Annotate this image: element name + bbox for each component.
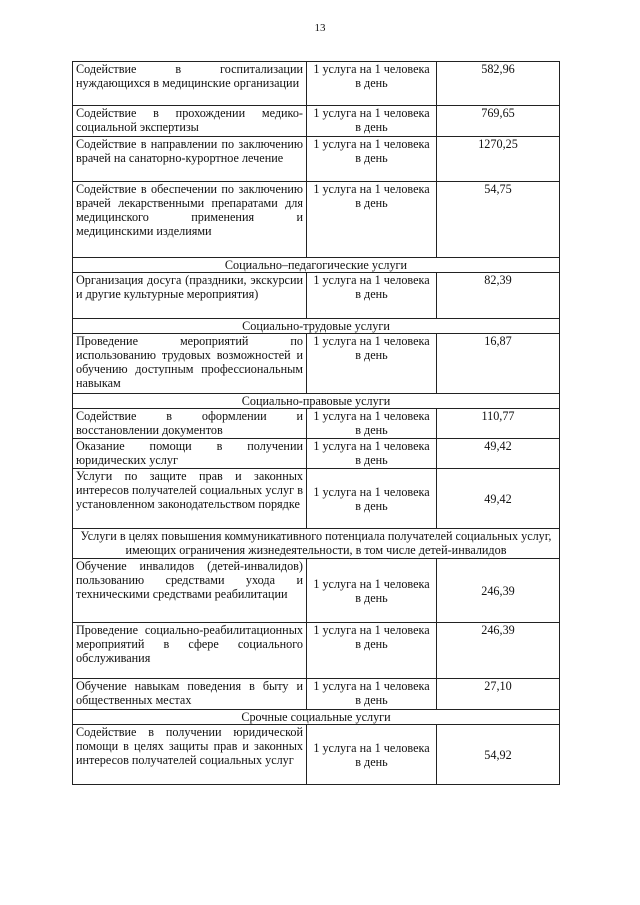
service-unit: 1 услуга на 1 человека в день (307, 62, 437, 106)
service-price: 54,75 (437, 182, 560, 258)
service-price: 246,39 (437, 623, 560, 679)
service-name: Содействие в обеспечении по заключению врачей лекарственными препаратами для медицинского применения и медицинскими изделиями (73, 182, 307, 258)
service-price: 110,77 (437, 409, 560, 439)
service-price: 769,65 (437, 106, 560, 137)
table-row (73, 409, 560, 439)
service-unit: 1 услуга на 1 человека в день (307, 679, 437, 710)
table-row (73, 679, 560, 710)
service-name: Содействие в получении юридической помощи в целях защиты прав и законных интересов получателей социальных услуг (73, 725, 307, 785)
service-name: Проведение мероприятий по использованию трудовых возможностей и обучению доступным профессиональным навыкам (73, 334, 307, 394)
section-header-row (73, 529, 560, 559)
table-row (73, 439, 560, 469)
section-header-row (73, 394, 560, 409)
service-price: 49,42 (437, 469, 560, 529)
section-header-row (73, 319, 560, 334)
table-row (73, 725, 560, 785)
service-unit: 1 услуга на 1 человека в день (307, 273, 437, 319)
service-name: Содействие в направлении по заключению врачей на санаторно-курортное лечение (73, 137, 307, 182)
table-row (73, 137, 560, 182)
service-price: 49,42 (437, 439, 560, 469)
section-header-row (73, 258, 560, 273)
service-price: 16,87 (437, 334, 560, 394)
service-price: 582,96 (437, 62, 560, 106)
page-number: 13 (314, 22, 326, 34)
table-row (73, 62, 560, 106)
service-unit: 1 услуга на 1 человека в день (307, 469, 437, 529)
service-price: 27,10 (437, 679, 560, 710)
service-price: 1270,25 (437, 137, 560, 182)
table-row (73, 106, 560, 137)
section-header-row (73, 710, 560, 725)
service-name: Содействие в прохождении медико-социальной экспертизы (73, 106, 307, 137)
service-unit: 1 услуга на 1 человека в день (307, 334, 437, 394)
service-unit: 1 услуга на 1 человека в день (307, 623, 437, 679)
service-price: 54,92 (437, 725, 560, 785)
service-unit: 1 услуга на 1 человека в день (307, 182, 437, 258)
service-unit: 1 услуга на 1 человека в день (307, 137, 437, 182)
service-name: Обучение навыкам поведения в быту и общественных местах (73, 679, 307, 710)
table-row (73, 559, 560, 623)
service-unit: 1 услуга на 1 человека в день (307, 725, 437, 785)
table-row (73, 623, 560, 679)
table-row (73, 182, 560, 258)
service-name: Обучение инвалидов (детей-инвалидов) пользованию средствами ухода и техническими средствами реабилитации (73, 559, 307, 623)
service-name: Содействие в оформлении и восстановлении документов (73, 409, 307, 439)
service-price: 82,39 (437, 273, 560, 319)
table-row (73, 469, 560, 529)
service-unit: 1 услуга на 1 человека в день (307, 106, 437, 137)
section-title: Социально-трудовые услуги (73, 319, 560, 334)
services-price-table (72, 61, 560, 785)
service-name: Организация досуга (праздники, экскурсии и другие культурные мероприятия) (73, 273, 307, 319)
service-name: Оказание помощи в получении юридических услуг (73, 439, 307, 469)
service-unit: 1 услуга на 1 человека в день (307, 409, 437, 439)
service-name: Содействие в госпитализации нуждающихся в медицинские организации (73, 62, 307, 106)
service-unit: 1 услуга на 1 человека в день (307, 559, 437, 623)
table-row (73, 334, 560, 394)
section-title: Срочные социальные услуги (73, 710, 560, 725)
table-row (73, 273, 560, 319)
service-unit: 1 услуга на 1 человека в день (307, 439, 437, 469)
section-title: Социально–педагогические услуги (73, 258, 560, 273)
service-price: 246,39 (437, 559, 560, 623)
service-name: Проведение социально-реабилитационных мероприятий в сфере социального обслуживания (73, 623, 307, 679)
service-name: Услуги по защите прав и законных интересов получателей социальных услуг в установленном законодательством порядке (73, 469, 307, 529)
section-title: Услуги в целях повышения коммуникативного потенциала получателей социальных услуг, имеющих ограничения жизнедеятельности, в том числе детей-инвалидов (73, 529, 560, 559)
section-title: Социально-правовые услуги (73, 394, 560, 409)
